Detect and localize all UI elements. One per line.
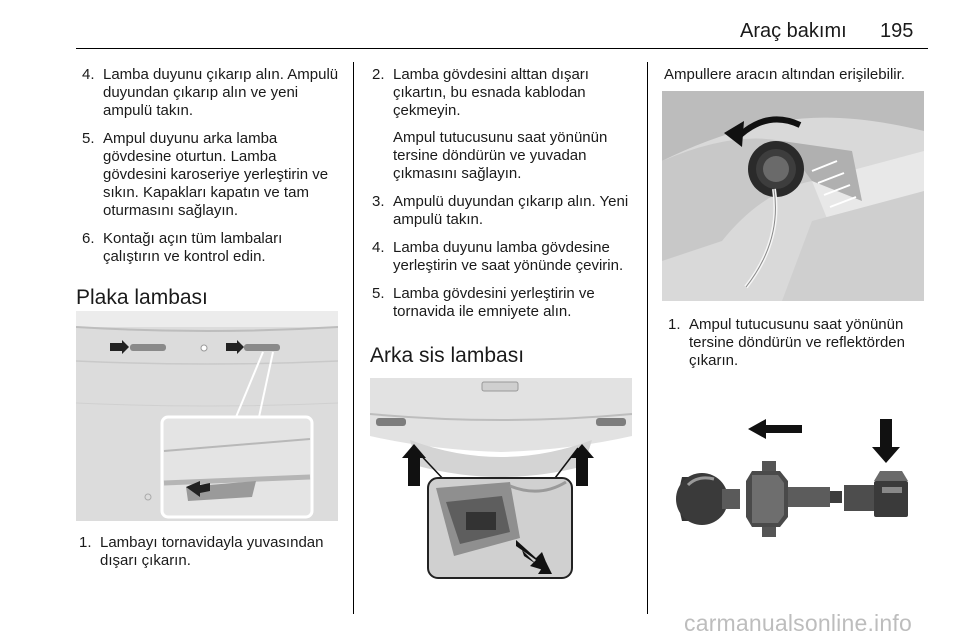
step-item bbox=[80, 66, 342, 120]
step-text: Lambayı tornavidayla yuvasından dışarı çıkarın. bbox=[100, 534, 324, 569]
figure-caption-step bbox=[79, 534, 344, 570]
section-title-plaka-lambasi: Plaka lambası bbox=[76, 286, 208, 309]
step-item bbox=[370, 239, 632, 275]
step-text: Ampul duyunu arka lamba gövdesine oturtun. Lamba gövdesini karoseriye yerleştirin ve sıkın. Kapakları kapatın ve tam oturmasını sağlayın. bbox=[103, 130, 329, 219]
step-number: 3. bbox=[372, 193, 385, 210]
watermark: carmanualsonline.info bbox=[684, 610, 912, 636]
column-3 bbox=[664, 66, 928, 84]
rear-fog-lamp-illustration bbox=[370, 378, 632, 582]
step-text: Kontağı açın tüm lambaları çalıştırın ve kontrol edin. bbox=[103, 230, 283, 265]
column-divider bbox=[647, 62, 648, 614]
page-number: 195 bbox=[880, 20, 914, 42]
section-title-arka-sis-lambasi: Arka sis lambası bbox=[370, 344, 525, 367]
step-number: 4. bbox=[82, 66, 95, 83]
step-text: Lamba duyunu lamba gövdesine yerleştirin ve saat yönünde çevirin. bbox=[393, 239, 624, 274]
step-item bbox=[80, 130, 342, 220]
intro-text: Ampullere aracın altından erişilebilir. bbox=[664, 66, 905, 83]
step-number: 5. bbox=[372, 285, 385, 302]
step-item bbox=[80, 230, 342, 266]
figure-caption-step bbox=[668, 316, 928, 370]
step-text: Lamba duyunu çıkarıp alın. Ampulü duyundan çıkarıp alın ve yeni ampulü takın. bbox=[103, 66, 339, 119]
step-number: 4. bbox=[372, 239, 385, 256]
step-number: 5. bbox=[82, 130, 95, 147]
step-text: Lamba gövdesini alttan dışarı çıkartın, bu esnada kablodan çekmeyin. bbox=[393, 66, 589, 119]
step-number: 2. bbox=[372, 66, 385, 83]
running-header-title: Araç bakımı bbox=[740, 20, 847, 42]
step-item bbox=[370, 193, 632, 229]
step-number: 1. bbox=[668, 316, 681, 333]
column-2 bbox=[370, 66, 632, 331]
header-rule bbox=[76, 48, 928, 49]
step-number: 1. bbox=[79, 534, 92, 551]
column-divider bbox=[353, 62, 354, 614]
license-plate-lamp-illustration bbox=[76, 311, 338, 521]
bulb-holder-access-illustration bbox=[662, 91, 924, 301]
step-text: Ampulü duyundan çıkarıp alın. Yeni ampulü takın. bbox=[393, 193, 629, 228]
step-text: Lamba gövdesini yerleştirin ve tornavida ile emniyete alın. bbox=[393, 285, 595, 320]
step-list bbox=[80, 66, 342, 266]
bulb-removal-diagram bbox=[662, 415, 924, 560]
step-item bbox=[370, 66, 632, 183]
column-1 bbox=[80, 66, 342, 276]
step-list bbox=[370, 66, 632, 321]
step-text: Ampul tutucusunu saat yönünün tersine döndürün ve reflektörden çıkarın. bbox=[689, 316, 905, 369]
step-item bbox=[370, 285, 632, 321]
step-continuation: Ampul tutucusunu saat yönünün tersine döndürün ve yuvadan çıkmasını sağlayın. bbox=[393, 129, 608, 182]
step-number: 6. bbox=[82, 230, 95, 247]
